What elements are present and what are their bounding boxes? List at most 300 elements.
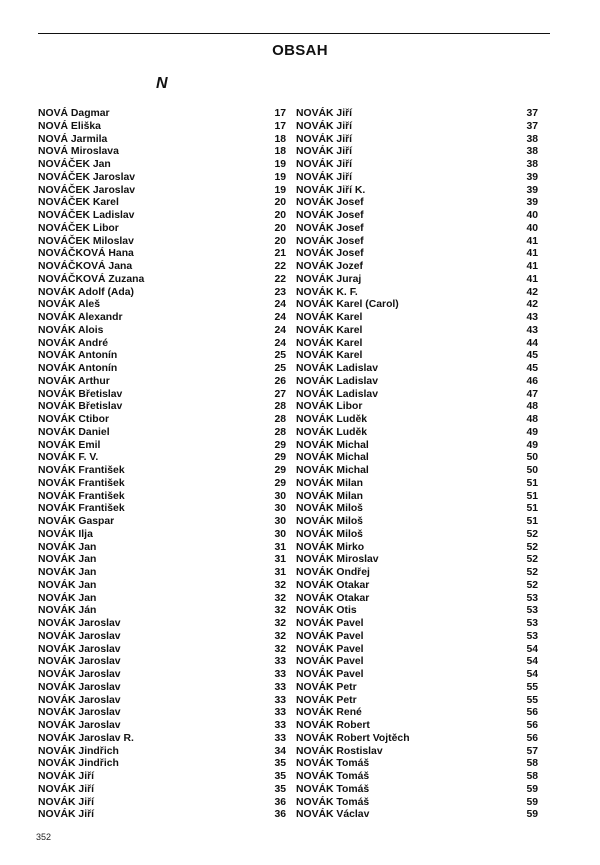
entry-page: 33 bbox=[274, 694, 286, 706]
index-entry bbox=[38, 223, 286, 236]
entry-name: NOVÁK Jozef bbox=[296, 261, 363, 272]
index-entry bbox=[38, 669, 286, 682]
entry-page: 35 bbox=[274, 771, 286, 782]
entry-name: NOVÁK Ladislav bbox=[296, 388, 378, 400]
entry-name: NOVÁK Robert bbox=[296, 720, 370, 731]
index-entry bbox=[38, 376, 286, 389]
index-entry bbox=[38, 248, 286, 261]
entry-name: NOVÁK Tomáš bbox=[296, 783, 370, 795]
index-entry bbox=[296, 210, 538, 223]
index-entry bbox=[38, 656, 286, 669]
entry-name: NOVÁK Jindřich bbox=[38, 745, 119, 757]
index-entry bbox=[38, 542, 286, 555]
entry-name: NOVÁČKOVÁ Zuzana bbox=[38, 273, 145, 285]
entry-name: NOVÁK Pavel bbox=[296, 669, 364, 680]
entry-name: NOVÁK André bbox=[38, 337, 109, 349]
index-entry bbox=[38, 134, 286, 147]
index-entry bbox=[38, 682, 286, 695]
index-entry bbox=[296, 746, 538, 759]
entry-name: NOVÁK Karel bbox=[296, 350, 363, 362]
entry-page: 49 bbox=[526, 426, 538, 438]
entry-page: 30 bbox=[274, 503, 286, 515]
entry-name: NOVÁK Josef bbox=[296, 235, 364, 247]
entry-name: NOVÁK Ilja bbox=[38, 528, 93, 540]
entry-page: 41 bbox=[526, 273, 538, 285]
index-entry bbox=[38, 784, 286, 797]
index-entry bbox=[296, 542, 538, 555]
index-entry bbox=[296, 312, 538, 325]
entry-name: NOVÁK Adolf (Ada) bbox=[38, 286, 135, 298]
entry-page: 29 bbox=[274, 452, 286, 464]
entry-page: 39 bbox=[526, 171, 538, 183]
entry-page: 48 bbox=[526, 414, 538, 425]
entry-name: NOVÁČEK Jaroslav bbox=[38, 171, 136, 183]
entry-page: 53 bbox=[526, 605, 538, 617]
entry-page: 24 bbox=[274, 337, 286, 349]
entry-name: NOVÁČEK Libor bbox=[38, 222, 119, 234]
entry-name: NOVÁK Pavel bbox=[296, 618, 364, 629]
entry-name: NOVÁK Jaroslav bbox=[38, 681, 121, 693]
entry-page: 34 bbox=[274, 745, 286, 757]
entry-page: 38 bbox=[526, 159, 538, 170]
entry-page: 33 bbox=[274, 656, 286, 668]
entry-page: 22 bbox=[274, 261, 286, 272]
entry-page: 56 bbox=[526, 720, 538, 731]
index-entry bbox=[296, 236, 538, 249]
index-entry bbox=[38, 593, 286, 606]
index-entry bbox=[38, 185, 286, 198]
index-entry bbox=[296, 809, 538, 822]
entry-page: 51 bbox=[526, 503, 538, 515]
index-entry bbox=[38, 414, 286, 427]
index-entry bbox=[38, 771, 286, 784]
index-entry bbox=[296, 797, 538, 810]
entry-page: 28 bbox=[274, 426, 286, 438]
entry-name: NOVÁK Jaroslav bbox=[38, 630, 121, 642]
entry-name: NOVÁK Jiří bbox=[296, 146, 353, 158]
entry-page: 39 bbox=[526, 197, 538, 209]
entry-name: NOVÁK Aleš bbox=[38, 299, 100, 311]
entry-page: 33 bbox=[274, 681, 286, 693]
entry-name: NOVÁK René bbox=[296, 707, 362, 719]
entry-page: 35 bbox=[274, 783, 286, 795]
entry-name: NOVÁK Jiří K. bbox=[296, 184, 366, 196]
entry-name: NOVÁK Břetislav bbox=[38, 401, 123, 413]
entry-name: NOVÁK František bbox=[38, 503, 125, 515]
entry-name: NOVÁK Jiří bbox=[38, 809, 95, 821]
index-entry bbox=[38, 299, 286, 312]
entry-page: 23 bbox=[274, 286, 286, 298]
index-entry bbox=[38, 146, 286, 159]
index-entry bbox=[38, 733, 286, 746]
entry-page: 56 bbox=[526, 732, 538, 744]
index-entry bbox=[38, 427, 286, 440]
entry-name: NOVÁK Pavel bbox=[296, 656, 364, 668]
index-entry bbox=[296, 146, 538, 159]
entry-page: 17 bbox=[274, 108, 286, 119]
entry-name: NOVÁK Ctibor bbox=[38, 414, 109, 425]
index-entry bbox=[38, 707, 286, 720]
entry-name: NOVÁK Jiří bbox=[296, 108, 353, 119]
entry-name: NOVÁK Alexandr bbox=[38, 312, 123, 323]
entry-name: NOVÁK Karel bbox=[296, 337, 363, 349]
entry-page: 32 bbox=[274, 605, 286, 617]
entry-page: 49 bbox=[526, 439, 538, 451]
entry-name: NOVÁK Jan bbox=[38, 567, 97, 578]
entry-page: 17 bbox=[274, 120, 286, 132]
entry-page: 53 bbox=[526, 592, 538, 604]
entry-page: 42 bbox=[526, 299, 538, 311]
entry-name: NOVÁK Jaroslav R. bbox=[38, 732, 134, 744]
entry-page: 59 bbox=[526, 796, 538, 808]
entry-name: NOVÁK Libor bbox=[296, 401, 363, 413]
entry-name: NOVÁK Jaroslav bbox=[38, 669, 121, 680]
entry-name: NOVÁK Emil bbox=[38, 439, 101, 451]
entry-name: NOVÁK Tomáš bbox=[296, 758, 370, 770]
index-entry bbox=[296, 287, 538, 300]
entry-page: 30 bbox=[274, 490, 286, 502]
entry-name: NOVÁK F. V. bbox=[38, 452, 99, 464]
index-entry bbox=[38, 312, 286, 325]
index-entry bbox=[296, 452, 538, 465]
entry-page: 37 bbox=[526, 108, 538, 119]
entry-name: NOVÁK Jiří bbox=[296, 159, 353, 170]
entry-page: 33 bbox=[274, 669, 286, 680]
index-entry bbox=[38, 695, 286, 708]
index-entry bbox=[38, 440, 286, 453]
index-entry bbox=[38, 631, 286, 644]
entry-page: 56 bbox=[526, 707, 538, 719]
entry-page: 51 bbox=[526, 477, 538, 489]
entry-page: 20 bbox=[274, 235, 286, 247]
entry-page: 45 bbox=[526, 350, 538, 362]
entry-name: NOVÁK Ladislav bbox=[296, 375, 378, 387]
entry-name: NOVÁK Mirko bbox=[296, 541, 365, 553]
entry-page: 28 bbox=[274, 401, 286, 413]
entry-page: 43 bbox=[526, 324, 538, 336]
index-entry bbox=[296, 465, 538, 478]
index-entry bbox=[38, 338, 286, 351]
entry-name: NOVÁK Jiří bbox=[38, 771, 95, 782]
index-entry bbox=[296, 618, 538, 631]
header-rule bbox=[38, 33, 550, 34]
index-entry bbox=[296, 491, 538, 504]
entry-page: 29 bbox=[274, 465, 286, 476]
entry-page: 32 bbox=[274, 592, 286, 604]
index-entry bbox=[38, 465, 286, 478]
index-entry bbox=[38, 516, 286, 529]
entry-name: NOVÁK Karel bbox=[296, 324, 363, 336]
entry-name: NOVÁČEK Karel bbox=[38, 197, 119, 209]
entry-name: NOVÁK Miroslav bbox=[296, 554, 379, 566]
index-entry bbox=[296, 440, 538, 453]
entry-page: 58 bbox=[526, 758, 538, 770]
index-entry bbox=[296, 121, 538, 134]
entry-name: NOVÁK Josef bbox=[296, 197, 364, 209]
index-entry bbox=[38, 121, 286, 134]
entry-page: 18 bbox=[274, 146, 286, 158]
index-entry bbox=[38, 809, 286, 822]
entry-page: 50 bbox=[526, 452, 538, 464]
entry-page: 38 bbox=[526, 133, 538, 145]
index-entry bbox=[296, 401, 538, 414]
index-entry bbox=[296, 363, 538, 376]
index-entry bbox=[38, 287, 286, 300]
entry-page: 47 bbox=[526, 388, 538, 400]
index-entry bbox=[296, 261, 538, 274]
index-entry bbox=[38, 554, 286, 567]
index-entry bbox=[38, 401, 286, 414]
index-entry bbox=[296, 771, 538, 784]
entry-name: NOVÁK Jaroslav bbox=[38, 618, 121, 629]
entry-page: 20 bbox=[274, 197, 286, 209]
entry-name: NOVÁČEK Ladislav bbox=[38, 210, 135, 221]
entry-name: NOVÁK Josef bbox=[296, 210, 364, 221]
entry-name: NOVÁK Petr bbox=[296, 681, 357, 693]
index-entry bbox=[38, 529, 286, 542]
entry-name: NOVÁK Alois bbox=[38, 324, 104, 336]
entry-name: NOVÁK Jan bbox=[38, 554, 97, 566]
index-entry bbox=[296, 299, 538, 312]
entry-page: 26 bbox=[274, 375, 286, 387]
entry-page: 52 bbox=[526, 554, 538, 566]
entry-page: 40 bbox=[526, 222, 538, 234]
index-entry bbox=[38, 261, 286, 274]
entry-name: NOVÁK Miloš bbox=[296, 516, 363, 527]
entry-name: NOVÁČKOVÁ Hana bbox=[38, 248, 134, 260]
entry-name: NOVÁK Karel bbox=[296, 312, 363, 323]
index-entry bbox=[296, 134, 538, 147]
index-entry bbox=[38, 108, 286, 121]
entry-page: 41 bbox=[526, 248, 538, 260]
entry-page: 46 bbox=[526, 375, 538, 387]
entry-page: 55 bbox=[526, 681, 538, 693]
entry-page: 43 bbox=[526, 312, 538, 323]
index-entry bbox=[38, 350, 286, 363]
index-column-left bbox=[38, 108, 286, 822]
index-entry bbox=[38, 389, 286, 402]
entry-page: 52 bbox=[526, 567, 538, 578]
entry-page: 24 bbox=[274, 299, 286, 311]
entry-name: NOVÁK Josef bbox=[296, 248, 364, 260]
entry-name: NOVÁK Luděk bbox=[296, 414, 368, 425]
entry-page: 54 bbox=[526, 669, 538, 680]
entry-name: NOVÁK Jiří bbox=[38, 796, 95, 808]
entry-page: 51 bbox=[526, 490, 538, 502]
entry-name: NOVÁK Jiří bbox=[296, 120, 353, 132]
entry-page: 31 bbox=[274, 541, 286, 553]
entry-page: 35 bbox=[274, 758, 286, 770]
entry-page: 30 bbox=[274, 516, 286, 527]
entry-name: NOVÁ Jarmila bbox=[38, 133, 108, 145]
entry-page: 55 bbox=[526, 694, 538, 706]
entry-page: 58 bbox=[526, 771, 538, 782]
index-entry bbox=[38, 644, 286, 657]
index-entry bbox=[296, 580, 538, 593]
entry-page: 48 bbox=[526, 401, 538, 413]
index-entry bbox=[296, 478, 538, 491]
index-entry bbox=[38, 503, 286, 516]
entry-name: NOVÁČEK Jan bbox=[38, 159, 111, 170]
entry-name: NOVÁK Antonín bbox=[38, 350, 118, 362]
index-entry bbox=[38, 325, 286, 338]
index-entry bbox=[296, 248, 538, 261]
index-entry bbox=[296, 427, 538, 440]
index-entry bbox=[296, 159, 538, 172]
index-entry bbox=[296, 605, 538, 618]
index-entry bbox=[38, 172, 286, 185]
entry-name: NOVÁK Tomáš bbox=[296, 771, 370, 782]
entry-page: 41 bbox=[526, 235, 538, 247]
index-entry bbox=[296, 707, 538, 720]
entry-name: NOVÁK K. F. bbox=[296, 286, 358, 298]
index-entry bbox=[296, 554, 538, 567]
entry-name: NOVÁK Jaroslav bbox=[38, 694, 121, 706]
index-entry bbox=[296, 695, 538, 708]
section-letter: N bbox=[156, 75, 168, 92]
index-entry bbox=[38, 567, 286, 580]
index-entry bbox=[296, 172, 538, 185]
entry-page: 54 bbox=[526, 656, 538, 668]
index-entry bbox=[296, 389, 538, 402]
entry-page: 31 bbox=[274, 554, 286, 566]
entry-page: 40 bbox=[526, 210, 538, 221]
entry-name: NOVÁK Michal bbox=[296, 452, 369, 464]
entry-name: NOVÁK Václav bbox=[296, 809, 370, 821]
entry-name: NOVÁK Luděk bbox=[296, 426, 368, 438]
entry-name: NOVÁČEK Miloslav bbox=[38, 235, 134, 247]
entry-page: 32 bbox=[274, 579, 286, 591]
entry-page: 44 bbox=[526, 337, 538, 349]
entry-name: NOVÁK Jiří bbox=[296, 171, 353, 183]
index-entry bbox=[296, 325, 538, 338]
index-entry bbox=[296, 758, 538, 771]
entry-page: 24 bbox=[274, 324, 286, 336]
index-entry bbox=[296, 503, 538, 516]
entry-page: 32 bbox=[274, 618, 286, 629]
entry-name: NOVÁK Daniel bbox=[38, 426, 110, 438]
entry-name: NOVÁK František bbox=[38, 465, 125, 476]
entry-page: 33 bbox=[274, 732, 286, 744]
entry-page: 28 bbox=[274, 414, 286, 425]
entry-name: NOVÁK Antonín bbox=[38, 363, 118, 374]
entry-page: 45 bbox=[526, 363, 538, 374]
entry-name: NOVÁK Jaroslav bbox=[38, 720, 121, 731]
entry-page: 20 bbox=[274, 210, 286, 221]
entry-name: NOVÁK Pavel bbox=[296, 630, 364, 642]
entry-page: 59 bbox=[526, 783, 538, 795]
index-entry bbox=[296, 567, 538, 580]
entry-page: 37 bbox=[526, 120, 538, 132]
entry-page: 30 bbox=[274, 528, 286, 540]
index-entry bbox=[296, 733, 538, 746]
page-title: OBSAH bbox=[272, 42, 328, 59]
entry-page: 50 bbox=[526, 465, 538, 476]
entry-page: 36 bbox=[274, 809, 286, 821]
index-entry bbox=[296, 185, 538, 198]
entry-name: NOVÁK Arthur bbox=[38, 375, 110, 387]
index-entry bbox=[38, 720, 286, 733]
entry-name: NOVÁK Gaspar bbox=[38, 516, 115, 527]
index-entry bbox=[296, 338, 538, 351]
entry-page: 33 bbox=[274, 720, 286, 731]
entry-page: 25 bbox=[274, 350, 286, 362]
entry-page: 38 bbox=[526, 146, 538, 158]
entry-page: 29 bbox=[274, 439, 286, 451]
entry-page: 24 bbox=[274, 312, 286, 323]
entry-name: NOVÁK Otakar bbox=[296, 579, 370, 591]
entry-name: NOVÁK Milan bbox=[296, 490, 363, 502]
entry-page: 59 bbox=[526, 809, 538, 821]
index-entry bbox=[38, 580, 286, 593]
entry-name: NOVÁK Jiří bbox=[38, 783, 95, 795]
entry-name: NOVÁK Ondřej bbox=[296, 567, 370, 578]
index-entry bbox=[296, 223, 538, 236]
entry-page: 36 bbox=[274, 796, 286, 808]
entry-name: NOVÁ Miroslava bbox=[38, 146, 119, 158]
index-entry bbox=[38, 797, 286, 810]
entry-page: 22 bbox=[274, 273, 286, 285]
entry-page: 18 bbox=[274, 133, 286, 145]
entry-name: NOVÁK Ján bbox=[38, 605, 97, 617]
entry-page: 52 bbox=[526, 541, 538, 553]
index-entry bbox=[296, 656, 538, 669]
entry-name: NOVÁK Otakar bbox=[296, 592, 370, 604]
entry-name: NOVÁK Břetislav bbox=[38, 388, 123, 400]
index-entry bbox=[38, 758, 286, 771]
index-entry bbox=[38, 236, 286, 249]
index-entry bbox=[296, 350, 538, 363]
index-entry bbox=[38, 605, 286, 618]
index-entry bbox=[38, 618, 286, 631]
index-entry bbox=[38, 210, 286, 223]
entry-name: NOVÁK Jindřich bbox=[38, 758, 119, 770]
entry-name: NOVÁK Ladislav bbox=[296, 363, 378, 374]
index-entry bbox=[38, 274, 286, 287]
entry-page: 19 bbox=[274, 171, 286, 183]
entry-name: NOVÁČEK Jaroslav bbox=[38, 184, 136, 196]
entry-name: NOVÁK Rostislav bbox=[296, 745, 383, 757]
index-entry bbox=[296, 197, 538, 210]
index-entry bbox=[296, 516, 538, 529]
entry-page: 32 bbox=[274, 643, 286, 655]
entry-name: NOVÁK Miloš bbox=[296, 528, 363, 540]
entry-page: 51 bbox=[526, 516, 538, 527]
entry-page: 21 bbox=[274, 248, 286, 260]
entry-name: NOVÁK Jiří bbox=[296, 133, 353, 145]
entry-page: 54 bbox=[526, 643, 538, 655]
entry-page: 52 bbox=[526, 579, 538, 591]
index-entry bbox=[296, 669, 538, 682]
entry-page: 33 bbox=[274, 707, 286, 719]
entry-name: NOVÁK Michal bbox=[296, 439, 369, 451]
entry-page: 53 bbox=[526, 630, 538, 642]
index-column-right bbox=[296, 108, 538, 822]
entry-page: 42 bbox=[526, 286, 538, 298]
entry-name: NOVÁK František bbox=[38, 477, 125, 489]
index-entry bbox=[296, 720, 538, 733]
entry-name: NOVÁK Jaroslav bbox=[38, 656, 121, 668]
entry-name: NOVÁK Pavel bbox=[296, 643, 364, 655]
index-entry bbox=[296, 108, 538, 121]
index-entry bbox=[296, 784, 538, 797]
entry-name: NOVÁK Jan bbox=[38, 541, 97, 553]
index-entry bbox=[296, 414, 538, 427]
entry-page: 27 bbox=[274, 388, 286, 400]
index-entry bbox=[296, 529, 538, 542]
index-entry bbox=[296, 274, 538, 287]
index-entry bbox=[296, 376, 538, 389]
